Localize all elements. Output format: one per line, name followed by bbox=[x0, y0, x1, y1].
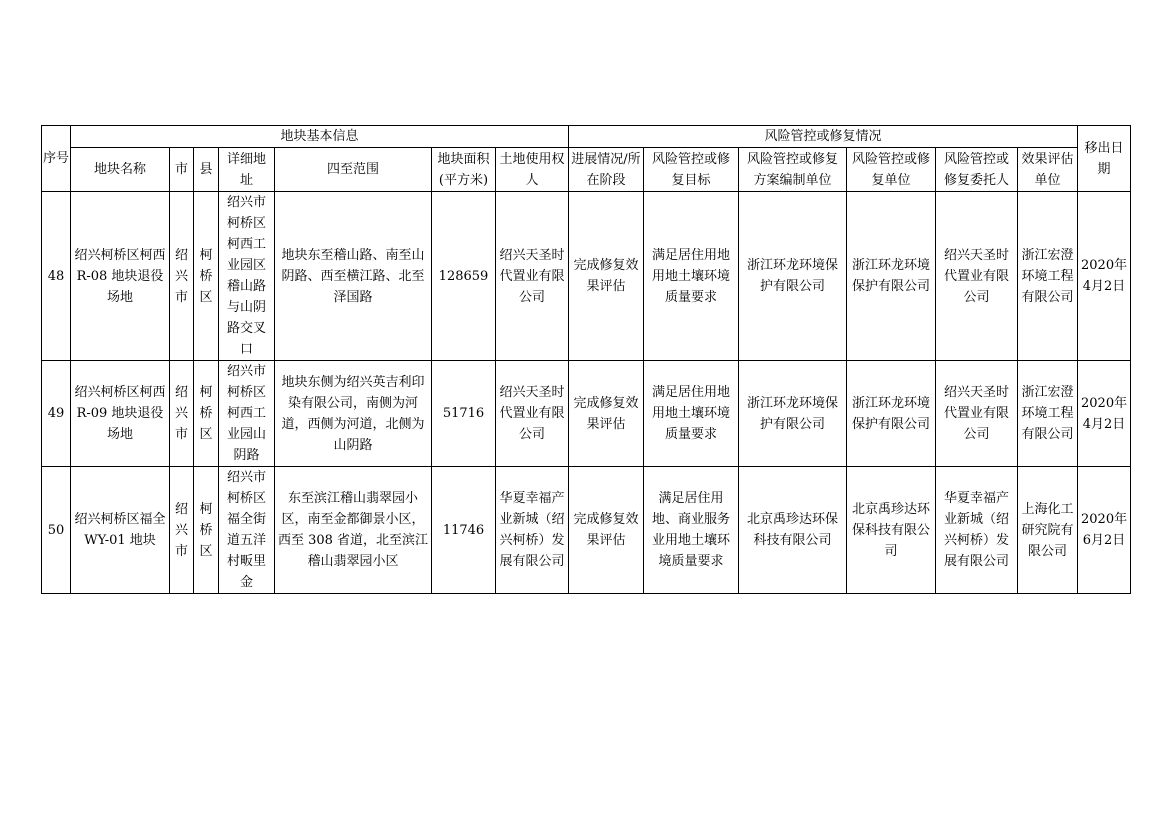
land-plot-table bbox=[41, 125, 1131, 594]
cell-land-user: 华夏幸福产业新城（绍兴柯桥）发展有限公司 bbox=[496, 467, 569, 594]
header-area: 地块面积(平方米) bbox=[432, 148, 496, 192]
cell-city: 绍兴市 bbox=[170, 192, 194, 361]
cell-area: 128659 bbox=[432, 192, 496, 361]
cell-county: 柯桥区 bbox=[194, 361, 219, 467]
cell-plot-name: 绍兴柯桥区柯西 R-08 地块退役场地 bbox=[71, 192, 170, 361]
cell-target: 满足居住用地用地土壤环境质量要求 bbox=[644, 361, 739, 467]
cell-area: 51716 bbox=[432, 361, 496, 467]
header-progress: 进展情况/所在阶段 bbox=[569, 148, 644, 192]
cell-eval-unit: 浙江宏澄环境工程有限公司 bbox=[1018, 192, 1078, 361]
cell-seq: 50 bbox=[42, 467, 71, 594]
cell-area: 11746 bbox=[432, 467, 496, 594]
cell-city: 绍兴市 bbox=[170, 467, 194, 594]
cell-seq: 49 bbox=[42, 361, 71, 467]
cell-city: 绍兴市 bbox=[170, 361, 194, 467]
cell-address: 绍兴市柯桥区柯西工业园山阴路 bbox=[219, 361, 275, 467]
header-city: 市 bbox=[170, 148, 194, 192]
cell-plot-name: 绍兴柯桥区福全 WY-01 地块 bbox=[71, 467, 170, 594]
cell-target: 满足居住用地用地土壤环境质量要求 bbox=[644, 192, 739, 361]
header-removal-date: 移出日期 bbox=[1078, 126, 1131, 192]
header-target: 风险管控或修复目标 bbox=[644, 148, 739, 192]
cell-seq: 48 bbox=[42, 192, 71, 361]
header-eval-unit: 效果评估单位 bbox=[1018, 148, 1078, 192]
cell-address: 绍兴市柯桥区福全街道五洋村畈里金 bbox=[219, 467, 275, 594]
header-row-columns bbox=[42, 148, 1131, 192]
header-group-basic: 地块基本信息 bbox=[71, 126, 569, 148]
header-plot-name: 地块名称 bbox=[71, 148, 170, 192]
cell-address: 绍兴市柯桥区柯西工业园区稽山路与山阴路交叉口 bbox=[219, 192, 275, 361]
cell-repair-unit: 浙江环龙环境保护有限公司 bbox=[847, 192, 936, 361]
cell-eval-unit: 上海化工研究院有限公司 bbox=[1018, 467, 1078, 594]
cell-client: 华夏幸福产业新城（绍兴柯桥）发展有限公司 bbox=[936, 467, 1018, 594]
cell-boundaries: 地块东侧为绍兴英吉利印染有限公司，南侧为河道，西侧为河道，北侧为山阴路 bbox=[275, 361, 432, 467]
cell-progress: 完成修复效果评估 bbox=[569, 361, 644, 467]
cell-county: 柯桥区 bbox=[194, 467, 219, 594]
header-address: 详细地址 bbox=[219, 148, 275, 192]
header-county: 县 bbox=[194, 148, 219, 192]
header-group-risk: 风险管控或修复情况 bbox=[569, 126, 1078, 148]
header-land-user: 土地使用权人 bbox=[496, 148, 569, 192]
cell-client: 绍兴天圣时代置业有限公司 bbox=[936, 192, 1018, 361]
cell-boundaries: 东至滨江稽山翡翠园小区，南至金都御景小区，西至 308 省道，北至滨江稽山翡翠园小区 bbox=[275, 467, 432, 594]
cell-eval-unit: 浙江宏澄环境工程有限公司 bbox=[1018, 361, 1078, 467]
cell-progress: 完成修复效果评估 bbox=[569, 467, 644, 594]
header-seq: 序号 bbox=[42, 126, 71, 192]
table-row bbox=[42, 361, 1131, 467]
header-plan-unit: 风险管控或修复方案编制单位 bbox=[739, 148, 847, 192]
cell-land-user: 绍兴天圣时代置业有限公司 bbox=[496, 192, 569, 361]
cell-boundaries: 地块东至稽山路、南至山阴路、西至横江路、北至泽国路 bbox=[275, 192, 432, 361]
cell-repair-unit: 北京禹珍达环保科技有限公司 bbox=[847, 467, 936, 594]
cell-removal-date: 2020年6月2日 bbox=[1078, 467, 1131, 594]
cell-removal-date: 2020年4月2日 bbox=[1078, 361, 1131, 467]
header-repair-unit: 风险管控或修复单位 bbox=[847, 148, 936, 192]
header-client: 风险管控或修复委托人 bbox=[936, 148, 1018, 192]
cell-removal-date: 2020年4月2日 bbox=[1078, 192, 1131, 361]
table-row bbox=[42, 192, 1131, 361]
cell-plan-unit: 浙江环龙环境保护有限公司 bbox=[739, 361, 847, 467]
cell-client: 绍兴天圣时代置业有限公司 bbox=[936, 361, 1018, 467]
cell-land-user: 绍兴天圣时代置业有限公司 bbox=[496, 361, 569, 467]
table-row bbox=[42, 467, 1131, 594]
cell-repair-unit: 浙江环龙环境保护有限公司 bbox=[847, 361, 936, 467]
header-boundaries: 四至范围 bbox=[275, 148, 432, 192]
cell-target: 满足居住用地、商业服务业用地土壤环境质量要求 bbox=[644, 467, 739, 594]
cell-county: 柯桥区 bbox=[194, 192, 219, 361]
header-row-groups bbox=[42, 126, 1131, 148]
cell-progress: 完成修复效果评估 bbox=[569, 192, 644, 361]
cell-plan-unit: 浙江环龙环境保护有限公司 bbox=[739, 192, 847, 361]
cell-plot-name: 绍兴柯桥区柯西 R-09 地块退役场地 bbox=[71, 361, 170, 467]
cell-plan-unit: 北京禹珍达环保科技有限公司 bbox=[739, 467, 847, 594]
